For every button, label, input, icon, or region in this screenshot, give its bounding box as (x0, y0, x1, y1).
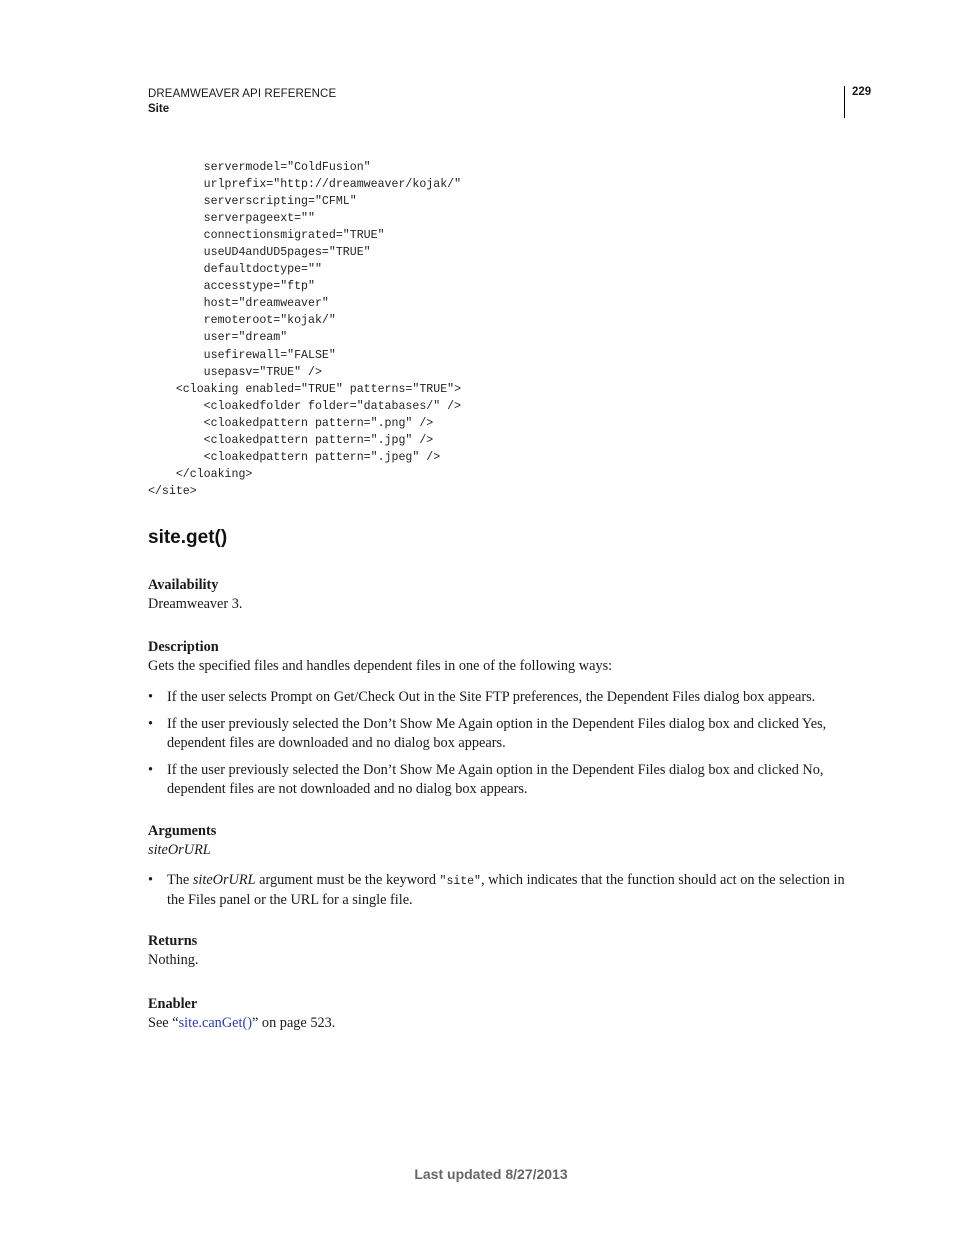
running-header (148, 87, 336, 117)
section-name: Site (148, 103, 170, 115)
bullet-marker: • (148, 689, 154, 705)
bullet-marker: • (148, 716, 154, 732)
code-line: </cloaking> (148, 467, 253, 481)
code-block (148, 159, 461, 500)
text-run: The (167, 872, 193, 888)
code-line: defaultdoctype="" (148, 263, 322, 277)
returns-heading: Returns (148, 933, 198, 949)
code-line: useUD4andUD5pages="TRUE" (148, 246, 371, 260)
arguments-heading: Arguments (148, 823, 217, 839)
code-line: <cloakedpattern pattern=".png" /> (148, 416, 434, 430)
list-item (148, 761, 848, 799)
arguments-bullets (148, 871, 848, 910)
header-rule (844, 86, 845, 118)
description-section (148, 638, 612, 676)
argument-ref: siteOrURL (192, 872, 256, 888)
code-line: </site> (148, 484, 197, 498)
returns-text: Nothing. (148, 952, 199, 968)
enabler-section (148, 995, 335, 1033)
text-run: , which indicates that the function should act on the selection in the Files panel or the URL for a single file. (167, 872, 845, 908)
description-bullets (148, 688, 848, 799)
text-run: ” on page 523. (252, 1015, 336, 1031)
list-item (148, 715, 848, 753)
enabler-text (148, 1014, 335, 1033)
bullet-text: If the user previously selected the Don’t Show Me Again option in the Dependent Files dialog box and clicked No, dependent files are not downloaded and no dialog box appears. (167, 762, 824, 797)
code-line: usepasv="TRUE" /> (148, 365, 322, 379)
code-line: <cloaking enabled="TRUE" patterns="TRUE"> (148, 382, 462, 396)
availability-text: Dreamweaver 3. (148, 596, 243, 612)
arguments-section (148, 822, 216, 860)
site-canget-link[interactable]: site.canGet() (178, 1015, 252, 1031)
function-title: site.get() (148, 527, 228, 548)
code-line: serverpageext="" (148, 212, 315, 226)
code-line: remoteroot="kojak/" (148, 314, 336, 328)
code-line: <cloakedpattern pattern=".jpg" /> (148, 433, 434, 447)
bullet-text (167, 872, 845, 908)
code-line: accesstype="ftp" (148, 280, 315, 294)
footer (0, 1166, 954, 1182)
enabler-heading: Enabler (148, 996, 198, 1012)
code-line: servermodel="ColdFusion" (148, 161, 371, 174)
code-line: <cloakedpattern pattern=".jpeg" /> (148, 450, 441, 464)
code-line: urlprefix="http://dreamweaver/kojak/" (148, 178, 462, 192)
bullet-text: If the user previously selected the Don’t Show Me Again option in the Dependent Files dialog box and clicked Yes, dependent files are downloaded and no dialog box appears. (167, 716, 827, 751)
code-line: user="dream" (148, 331, 288, 345)
code-line: serverscripting="CFML" (148, 195, 357, 209)
description-heading: Description (148, 639, 219, 655)
code-line: <cloakedfolder folder="databases/" /> (148, 399, 462, 413)
bullet-marker: • (148, 872, 154, 888)
bullet-text: If the user selects Prompt on Get/Check Out in the Site FTP preferences, the Dependent Files dialog box appears. (167, 689, 816, 705)
keyword-code: "site" (439, 875, 481, 888)
argument-name: siteOrURL (148, 842, 211, 858)
availability-section (148, 576, 242, 614)
code-line: host="dreamweaver" (148, 297, 329, 311)
list-item (148, 688, 848, 707)
returns-section (148, 932, 198, 970)
text-run: See “ (148, 1015, 179, 1031)
list-item (148, 871, 848, 910)
last-updated: Last updated 8/27/2013 (414, 1166, 568, 1182)
description-text: Gets the specified files and handles dependent files in one of the following ways: (148, 658, 613, 674)
text-run: argument must be the keyword (255, 872, 440, 888)
bullet-marker: • (148, 762, 154, 778)
doc-title: DREAMWEAVER API REFERENCE (148, 88, 337, 100)
availability-heading: Availability (148, 577, 219, 593)
page-number: 229 (852, 86, 872, 98)
code-line: usefirewall="FALSE" (148, 348, 336, 362)
code-line: connectionsmigrated="TRUE" (148, 229, 385, 243)
